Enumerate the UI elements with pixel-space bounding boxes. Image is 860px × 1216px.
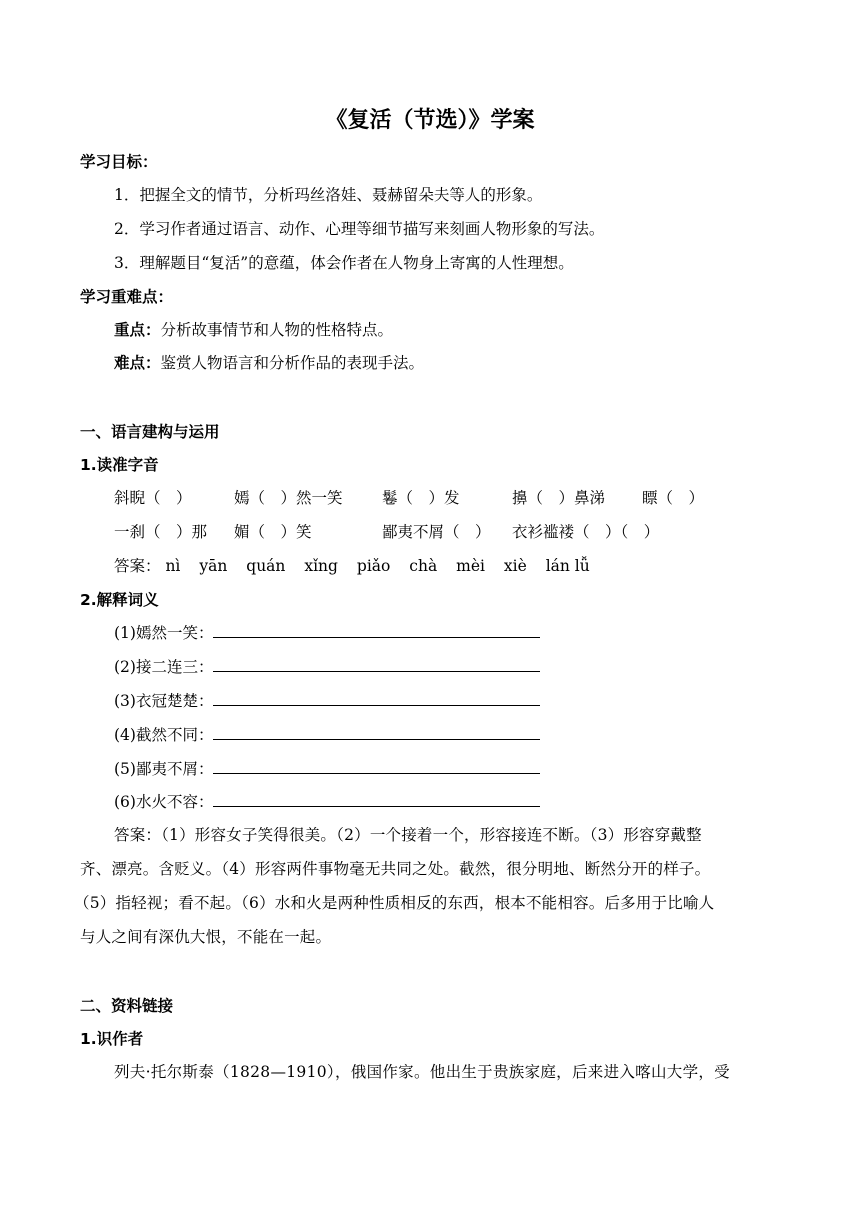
vocab-term: (6)水火不容： [114, 793, 214, 811]
reading-item: 擤（ ）鼻涕 [512, 489, 606, 507]
goal-item: 2．学习作者通过语言、动作、心理等细节描写来刻画人物形象的写法。 [114, 220, 605, 238]
reading-item: 嫣（ ）然一笑 [234, 489, 343, 507]
section2-sub1: 1.识作者 [80, 1030, 144, 1048]
vocab-item [114, 621, 540, 645]
pinyin: quán [246, 557, 286, 575]
reading-item: 瞟（ ） [642, 489, 705, 507]
answer-paragraph-line: （5）指轻视；看不起。（6）水和火是两种性质相反的东西，根本不能相容。后多用于比喻人 [74, 894, 715, 912]
hard-point-text: 鉴赏人物语言和分析作品的表现手法。 [160, 354, 425, 372]
answer-blank[interactable] [213, 621, 540, 638]
hard-point [114, 351, 424, 375]
reading-item: 斜睨（ ） [114, 489, 192, 507]
answer-paragraph-line: 答案：（1）形容女子笑得很美。（2）一个接着一个，形容接连不断。（3）形容穿戴整 [114, 826, 702, 844]
pinyin: lán lǚ [545, 557, 590, 575]
answer-label: 答案： [114, 557, 161, 575]
section2-heading: 二、资料链接 [80, 997, 174, 1015]
pinyin: chà [409, 557, 438, 575]
pinyin: xǐng [304, 557, 338, 575]
reading-item: 鬈（ ）发 [382, 489, 460, 507]
answer-paragraph-line: 与人之间有深仇大恨，不能在一起。 [80, 928, 332, 946]
key-point-text: 分析故事情节和人物的性格特点。 [160, 321, 394, 339]
author-intro: 列夫·托尔斯泰（1828—1910），俄国作家。他出生于贵族家庭，后来进入喀山大学，受 [114, 1063, 730, 1081]
vocab-item [114, 655, 540, 679]
answer-blank[interactable] [213, 689, 540, 706]
vocab-item [114, 790, 540, 814]
vocab-term: (3)衣冠楚楚： [114, 692, 214, 710]
pinyin: xiè [503, 557, 527, 575]
vocab-term: (1)嫣然一笑： [114, 624, 214, 642]
section1-heading: 一、语言建构与运用 [80, 423, 220, 441]
goals-heading: 学习目标： [80, 153, 158, 171]
pinyin: piǎo [356, 557, 391, 575]
vocab-term: (2)接二连三： [114, 658, 214, 676]
answer-paragraph-line: 齐、漂亮。含贬义。（4）形容两件事物毫无共同之处。截然，很分明地、断然分开的样子。 [80, 860, 711, 878]
vocab-item [114, 689, 540, 713]
reading-item: 媚（ ）笑 [234, 523, 312, 541]
answer-blank[interactable] [213, 790, 540, 807]
goal-item: 3．理解题目“复活”的意蕴，体会作者在人物身上寄寓的人性理想。 [114, 254, 574, 272]
vocab-term: (5)鄙夷不屑： [114, 760, 214, 778]
answer-blank[interactable] [213, 655, 540, 672]
vocab-item [114, 723, 540, 747]
answer-blank[interactable] [213, 757, 540, 774]
pinyin: yān [199, 557, 228, 575]
pinyin-answer [114, 554, 604, 578]
key-point [114, 318, 393, 342]
pinyin: nì [165, 557, 181, 575]
difficulty-heading: 学习重难点： [80, 288, 174, 306]
key-point-label: 重点： [114, 321, 161, 339]
reading-item: 衣衫褴褛（ ）（ ） [512, 523, 660, 541]
reading-item: 一刹（ ）那 [114, 523, 208, 541]
document-title: 《复活（节选）》学案 [325, 108, 535, 133]
hard-point-label: 难点： [114, 354, 161, 372]
reading-item: 鄙夷不屑（ ） [382, 523, 491, 541]
vocab-term: (4)截然不同： [114, 726, 214, 744]
pinyin: mèi [456, 557, 485, 575]
vocab-item [114, 757, 540, 781]
section1-sub1: 1.读准字音 [80, 456, 159, 474]
answer-blank[interactable] [213, 723, 540, 740]
section1-sub2: 2.解释词义 [80, 591, 159, 609]
goal-item: 1．把握全文的情节，分析玛丝洛娃、聂赫留朵夫等人的形象。 [114, 186, 543, 204]
